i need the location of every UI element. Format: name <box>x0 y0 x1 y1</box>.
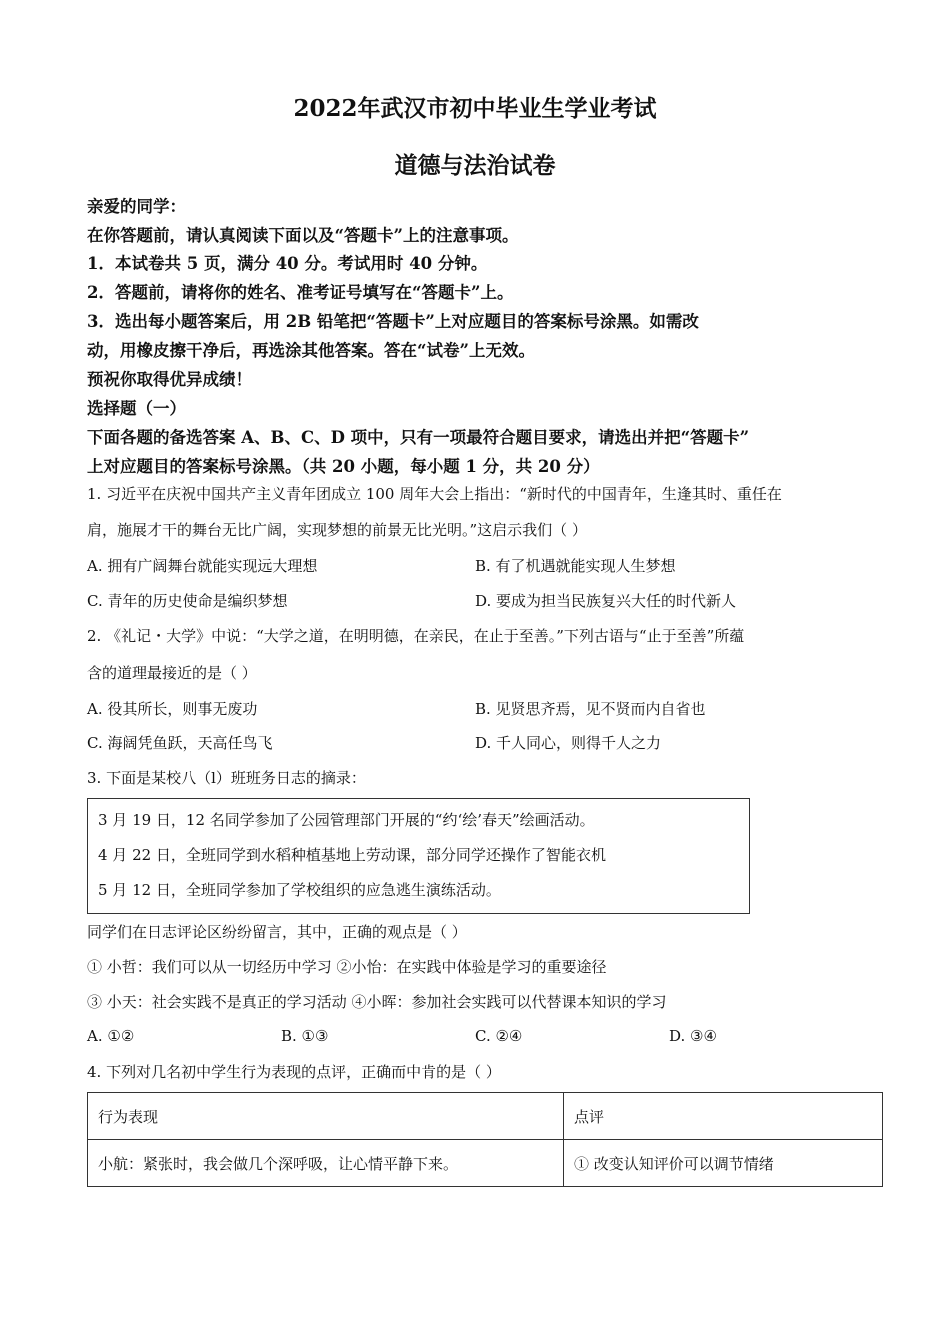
q3-option-c: C. ②④ <box>475 1027 523 1045</box>
class-log-box <box>87 798 750 914</box>
section-description-line-1: 下面各题的备选答案 A、B、C、D 项中，只有一项最符合题目要求，请选出并把“答题卡” <box>87 428 750 447</box>
q1-option-a: A. 拥有广阔舞台就能实现远大理想 <box>87 557 318 575</box>
good-luck-wish: 预祝你取得优异成绩！ <box>87 370 252 389</box>
instructions-intro: 在你答题前，请认真阅读下面以及“答题卡”上的注意事项。 <box>87 226 519 245</box>
q1-option-d: D. 要成为担当民族复兴大任的时代新人 <box>475 592 737 610</box>
exam-subtitle: 道德与法治试卷 <box>394 152 556 179</box>
q2-option-d: D. 千人同心，则得千人之力 <box>475 734 662 752</box>
instruction-item-3-line-2: 动，用橡皮擦干净后，再选涂其他答案。答在“试卷”上无效。 <box>87 341 535 360</box>
table-cell: 小航：紧张时，我会做几个深呼吸，让心情平静下来。 <box>88 1140 564 1187</box>
instruction-item-1: 1．本试卷共 5 页，满分 40 分。考试用时 40 分钟。 <box>87 254 488 273</box>
q3-stem: 3. 下面是某校八（l）班班务日志的摘录： <box>87 769 366 787</box>
instruction-item-2: 2．答题前，请将你的姓名、准考证号填写在“答题卡”上。 <box>87 283 514 302</box>
q1-option-b: B. 有了机遇就能实现人生梦想 <box>475 557 676 575</box>
q2-stem-line-1: 2. 《礼记・大学》中说：“大学之道，在明明德，在亲民，在止于至善。”下列古语与“止于至善”所蕴 <box>87 627 745 645</box>
q1-stem-line-1: 1. 习近平在庆祝中国共产主义青年团成立 100 周年大会上指出：“新时代的中国青年，生逢其时、重任在 <box>87 485 782 503</box>
q3-views-line-2: ③ 小天：社会实践不是真正的学习活动 ④小晖：参加社会实践可以代替课本知识的学习 <box>87 993 667 1011</box>
log-entry: 5 月 12 日，全班同学参加了学校组织的应急逃生演练活动。 <box>98 881 501 899</box>
q3-option-a: A. ①② <box>87 1027 135 1045</box>
q3-option-d: D. ③④ <box>669 1027 717 1045</box>
greeting: 亲爱的同学： <box>87 197 186 216</box>
q3-question: 同学们在日志评论区纷纷留言，其中，正确的观点是（ ） <box>87 923 467 941</box>
log-entry: 3 月 19 日，12 名同学参加了公园管理部门开展的“约‘绘’春天”绘画活动。 <box>98 811 595 829</box>
exam-title: 2022年武汉市初中毕业生学业考试 <box>293 95 657 122</box>
q2-option-c: C. 海阔凭鱼跃，天高任鸟飞 <box>87 734 273 752</box>
table-header-cell: 行为表现 <box>88 1093 564 1140</box>
section-heading: 选择题（一） <box>87 399 186 418</box>
instruction-item-3-line-1: 3．选出每小题答案后，用 2B 铅笔把“答题卡”上对应题目的答案标号涂黑。如需改 <box>87 312 699 331</box>
q4-stem: 4. 下列对几名初中学生行为表现的点评，正确而中肯的是（ ） <box>87 1063 501 1081</box>
q2-option-a: A. 役其所长，则事无废功 <box>87 700 258 718</box>
q1-stem-line-2: 肩，施展才干的舞台无比广阔，实现梦想的前景无比光明。”这启示我们（ ） <box>87 521 587 539</box>
table-header-row <box>88 1093 883 1140</box>
q4-table <box>87 1092 883 1187</box>
q2-option-b: B. 见贤思齐焉，见不贤而内自省也 <box>475 700 706 718</box>
q2-stem-line-2: 含的道理最接近的是（ ） <box>87 664 257 682</box>
q1-option-c: C. 青年的历史使命是编织梦想 <box>87 592 288 610</box>
q3-views-line-1: ① 小哲：我们可以从一切经历中学习 ②小怡：在实践中体验是学习的重要途径 <box>87 958 607 976</box>
table-header-cell: 点评 <box>564 1093 883 1140</box>
log-entry: 4 月 22 日，全班同学到水稻种植基地上劳动课，部分同学还操作了智能衣机 <box>98 846 606 864</box>
section-description-line-2: 上对应题目的答案标号涂黑。（共 20 小题，每小题 1 分，共 20 分） <box>87 457 600 476</box>
table-row <box>88 1140 883 1187</box>
table-cell: ① 改变认知评价可以调节情绪 <box>564 1140 883 1187</box>
q3-option-b: B. ①③ <box>281 1027 329 1045</box>
